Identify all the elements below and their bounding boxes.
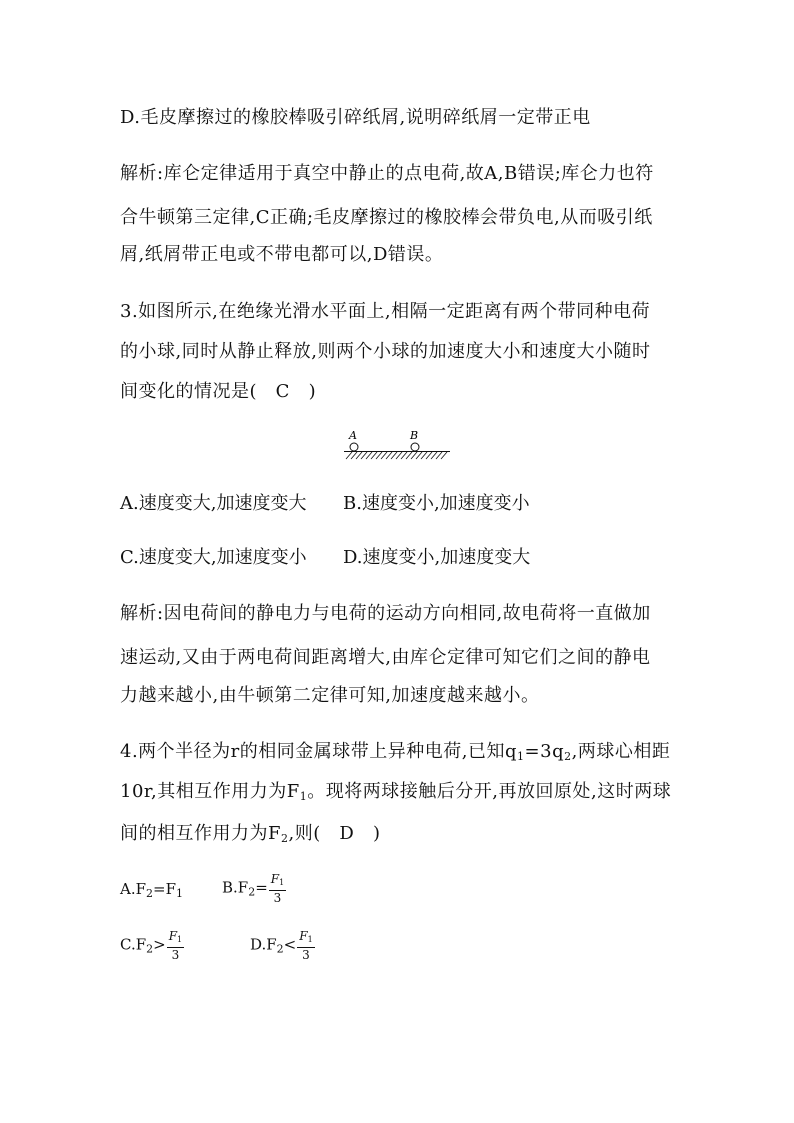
q4-option-b: $B.F_2=$ $\frac{F_1}{3}$ [222, 872, 285, 905]
q3-analysis-line-3: 力越来越小,由牛顿第二定律可知,加速度越来越小。 [120, 685, 540, 706]
ball-a-label: A [349, 429, 357, 442]
q3-option-d: D.速度变小,加速度变大 [343, 547, 531, 568]
q4-stem-line-3: 间的相互作用力为$F_2$,则( D ) [120, 823, 381, 845]
q3-analysis-line-1: 解析:因电荷间的静电力与电荷的运动方向相同,故电荷将一直做加 [120, 603, 651, 624]
ball-a [350, 443, 358, 451]
q3-stem-line-1: 3.如图所示,在绝缘光滑水平面上,相隔一定距离有两个带同种电荷 [120, 301, 651, 322]
q4-option-d: $D.F_2<$ $\frac{F_1}{3}$ [250, 929, 313, 962]
q2-option-d: D.毛皮摩擦过的橡胶棒吸引碎纸屑,说明碎纸屑一定带正电 [120, 107, 591, 128]
q2-analysis-line-2: 合牛顿第三定律,C正确;毛皮摩擦过的橡胶棒会带负电,从而吸引纸 [120, 207, 653, 228]
q3-option-a: A.速度变大,加速度变大 [120, 493, 307, 514]
q3-figure [340, 428, 456, 466]
ball-b-label: B [410, 429, 419, 442]
ground-hatching [346, 452, 447, 459]
q4-option-c: $C.F_2>$ $\frac{F_1}{3}$ [120, 929, 183, 962]
ball-b [411, 443, 419, 451]
fraction-f1-over-3: $\frac{F_1}{3}$ [168, 929, 183, 962]
q4-stem-line-2: 10r,其相互作用力为$F_1$。现将两球接触后分开,再放回原处,这时两球 [120, 781, 672, 803]
q3-option-b: B.速度变小,加速度变小 [343, 493, 530, 514]
q3-stem-line-2: 的小球,同时从静止释放,则两个小球的加速度大小和速度大小随时 [120, 341, 651, 362]
fraction-f1-over-3: $\frac{F_1}{3}$ [299, 929, 313, 962]
q2-analysis-line-1: 解析:库仑定律适用于真空中静止的点电荷,故A,B错误;库仑力也符 [120, 163, 654, 184]
q4-stem-line-1: 4.两个半径为r的相同金属球带上异种电荷,已知$q_1=3q_2$,两球心相距 [120, 741, 671, 763]
q3-stem-line-3: 间变化的情况是( C ) [120, 381, 317, 402]
fraction-f1-over-3: $\frac{F_1}{3}$ [270, 872, 285, 905]
q2-analysis-line-3: 屑,纸屑带正电或不带电都可以,D错误。 [120, 244, 444, 265]
q3-analysis-line-2: 速运动,又由于两电荷间距离增大,由库仑定律可知它们之间的静电 [120, 647, 651, 668]
q3-option-c: C.速度变大,加速度变小 [120, 547, 307, 568]
q4-option-a: $A.F_2=F_1$ [120, 880, 183, 900]
